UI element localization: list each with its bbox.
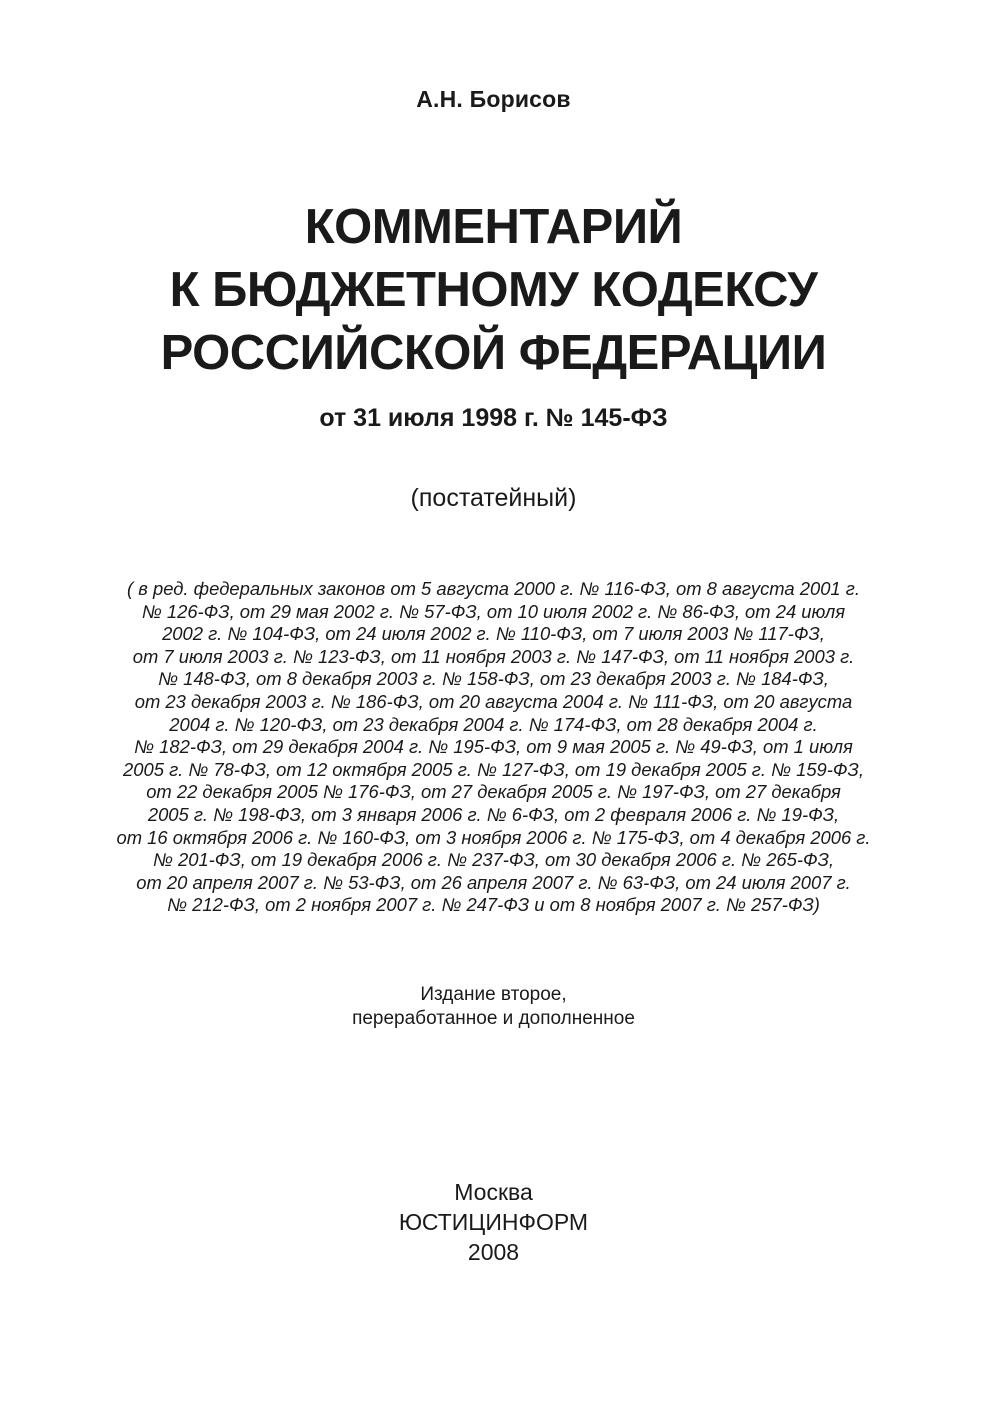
publisher-block <box>0 1177 987 1267</box>
amendments-line: от 22 декабря 2005 № 176-ФЗ, от 27 декабря 2005 г. № 197-ФЗ, от 27 декабря <box>146 781 841 803</box>
amendments-line: от 16 октября 2006 г. № 160-ФЗ, от 3 ноября 2006 г. № 175-ФЗ, от 4 декабря 2006 г. <box>116 826 871 848</box>
author-name: А.Н. Борисов <box>416 86 571 112</box>
book-title-line: К БЮДЖЕТНОМУ КОДЕКСУ <box>169 263 818 317</box>
amendments-line: от 20 апреля 2007 г. № 53-ФЗ, от 26 апреля 2007 г. № 63-ФЗ, от 24 июля 2007 г. <box>136 871 851 893</box>
book-title-line: РОССИЙСКОЙ ФЕДЕРАЦИИ <box>160 326 827 380</box>
amendments-line: 2004 г. № 120-ФЗ, от 23 декабря 2004 г. № 174-ФЗ, от 28 декабря 2004 г. <box>169 713 818 735</box>
amendments-line: 2002 г. № 104-ФЗ, от 24 июля 2002 г. № 110-ФЗ, от 7 июля 2003 № 117-ФЗ, <box>162 623 825 645</box>
amendments-line: от 23 декабря 2003 г. № 186-ФЗ, от 20 августа 2004 г. № 111-ФЗ, от 20 августа <box>134 690 853 712</box>
amendments-line: № 201-ФЗ, от 19 декабря 2006 г. № 237-ФЗ, от 30 декабря 2006 г. № 265-ФЗ, <box>152 849 835 871</box>
publisher-city: Москва <box>454 1179 533 1205</box>
amendments-line: 2005 г. № 198-ФЗ, от 3 января 2006 г. № 6-ФЗ, от 2 февраля 2006 г. № 19-ФЗ, <box>147 803 840 825</box>
edition-note <box>0 983 987 1031</box>
amendments-line: № 126-ФЗ, от 29 мая 2002 г. № 57-ФЗ, от 10 июля 2002 г. № 86-ФЗ, от 24 июля <box>141 600 846 622</box>
amendments-line: от 7 июля 2003 г. № 123-ФЗ, от 11 ноября 2003 г. № 147-ФЗ, от 11 ноября 2003 г. <box>132 645 855 667</box>
amendments-line: ( в ред. федеральных законов от 5 августа 2000 г. № 116-ФЗ, от 8 августа 2001 г. <box>127 578 860 599</box>
edition-line: Издание второе, <box>420 984 567 1005</box>
amendments-line: 2005 г. № 78-ФЗ, от 12 октября 2005 г. № 127-ФЗ, от 19 декабря 2005 г. № 159-ФЗ, <box>123 758 864 780</box>
book-title <box>0 196 987 385</box>
book-title-line: КОММЕНТАРИЙ <box>304 200 683 254</box>
publisher-name: ЮСТИЦИНФОРМ <box>398 1209 589 1235</box>
publication-year: 2008 <box>467 1239 520 1265</box>
commentary-kind: (постатейный) <box>410 484 577 512</box>
amendments-line: № 148-ФЗ, от 8 декабря 2003 г. № 158-ФЗ, от 23 декабря 2003 г. № 184-ФЗ, <box>158 668 829 690</box>
amendments-line: № 182-ФЗ, от 29 декабря 2004 г. № 195-ФЗ, от 9 мая 2005 г. № 49-ФЗ, от 1 июля <box>134 736 853 758</box>
amendments-line: № 212-ФЗ, от 2 ноября 2007 г. № 247-ФЗ и от 8 ноября 2007 г. № 257-ФЗ) <box>167 894 820 916</box>
law-reference: от 31 июля 1998 г. № 145-ФЗ <box>319 404 668 432</box>
amendments-note <box>0 578 987 917</box>
edition-line: переработанное и дополненное <box>352 1008 635 1029</box>
